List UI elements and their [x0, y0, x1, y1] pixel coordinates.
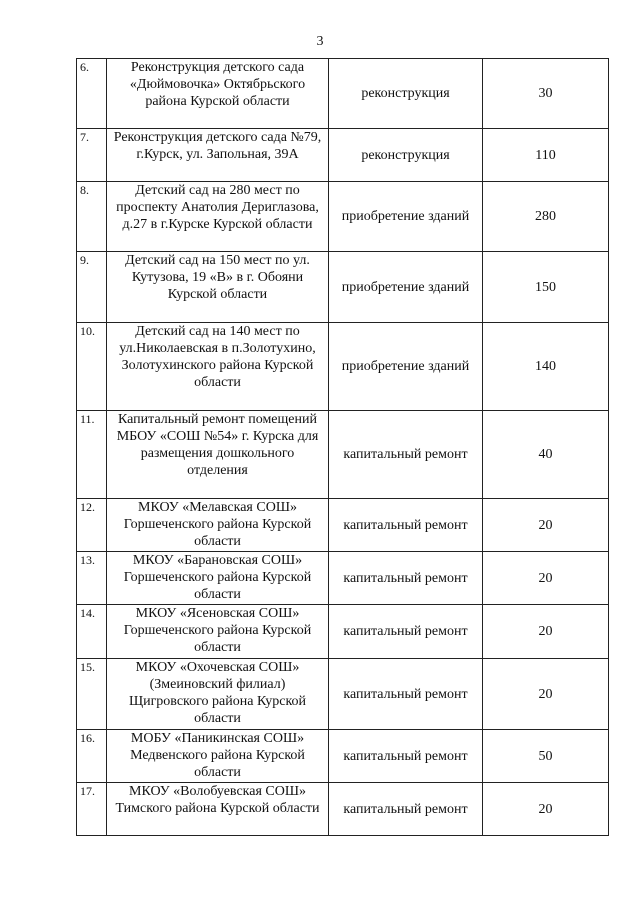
capacity: 20 [483, 659, 609, 730]
capacity: 20 [483, 499, 609, 552]
capacity: 110 [483, 129, 609, 182]
row-number: 17. [77, 783, 107, 836]
capacity: 20 [483, 605, 609, 659]
table-row [77, 552, 609, 605]
work-type: приобретение зданий [329, 182, 483, 252]
work-type: капитальный ремонт [329, 659, 483, 730]
facilities-table [76, 58, 609, 836]
capacity: 20 [483, 783, 609, 836]
capacity: 140 [483, 323, 609, 411]
capacity: 20 [483, 552, 609, 605]
capacity: 40 [483, 411, 609, 499]
table-row [77, 499, 609, 552]
work-type: капитальный ремонт [329, 552, 483, 605]
table-row [77, 659, 609, 730]
row-number: 13. [77, 552, 107, 605]
capacity: 50 [483, 730, 609, 783]
row-number: 16. [77, 730, 107, 783]
table-row [77, 129, 609, 182]
capacity: 280 [483, 182, 609, 252]
row-number: 10. [77, 323, 107, 411]
work-type: капитальный ремонт [329, 605, 483, 659]
table-row [77, 59, 609, 129]
work-type: реконструкция [329, 59, 483, 129]
facility-name: Детский сад на 150 мест по ул. Кутузова, 19 «В» в г. Обояни Курской области [107, 252, 329, 323]
row-number: 7. [77, 129, 107, 182]
facility-name: Детский сад на 140 мест по ул.Николаевская в п.Золотухино, Золотухинского района Курской области [107, 323, 329, 411]
facility-name: МОБУ «Паникинская СОШ» Медвенского района Курской области [107, 730, 329, 783]
facility-name: Реконструкция детского сада «Дюймовочка» Октябрьского района Курской области [107, 59, 329, 129]
work-type: капитальный ремонт [329, 411, 483, 499]
page-number: 3 [316, 34, 324, 49]
facility-name: Реконструкция детского сада №79, г.Курск, ул. Запольная, 39А [107, 129, 329, 182]
row-number: 14. [77, 605, 107, 659]
row-number: 6. [77, 59, 107, 129]
capacity: 150 [483, 252, 609, 323]
work-type: приобретение зданий [329, 252, 483, 323]
table-row [77, 182, 609, 252]
row-number: 9. [77, 252, 107, 323]
row-number: 8. [77, 182, 107, 252]
table-row [77, 411, 609, 499]
table-row [77, 252, 609, 323]
work-type: капитальный ремонт [329, 730, 483, 783]
table-row [77, 605, 609, 659]
facility-name: МКОУ «Волобуевская СОШ» Тимского района Курской области [107, 783, 329, 836]
table-row [77, 730, 609, 783]
facility-name: МКОУ «Мелавская СОШ» Горшеченского района Курской области [107, 499, 329, 552]
facility-name: Капитальный ремонт помещений МБОУ «СОШ №54» г. Курска для размещения дошкольного отделения [107, 411, 329, 499]
facility-name: Детский сад на 280 мест по проспекту Анатолия Дериглазова, д.27 в г.Курске Курской области [107, 182, 329, 252]
work-type: приобретение зданий [329, 323, 483, 411]
facility-name: МКОУ «Ясеновская СОШ» Горшеченского района Курской области [107, 605, 329, 659]
work-type: капитальный ремонт [329, 499, 483, 552]
work-type: реконструкция [329, 129, 483, 182]
work-type: капитальный ремонт [329, 783, 483, 836]
table-row [77, 783, 609, 836]
table-row [77, 323, 609, 411]
facility-name: МКОУ «Охочевская СОШ» (Змеиновский филиал) Щигровского района Курской области [107, 659, 329, 730]
row-number: 11. [77, 411, 107, 499]
row-number: 12. [77, 499, 107, 552]
capacity: 30 [483, 59, 609, 129]
facility-name: МКОУ «Барановская СОШ» Горшеченского района Курской области [107, 552, 329, 605]
row-number: 15. [77, 659, 107, 730]
